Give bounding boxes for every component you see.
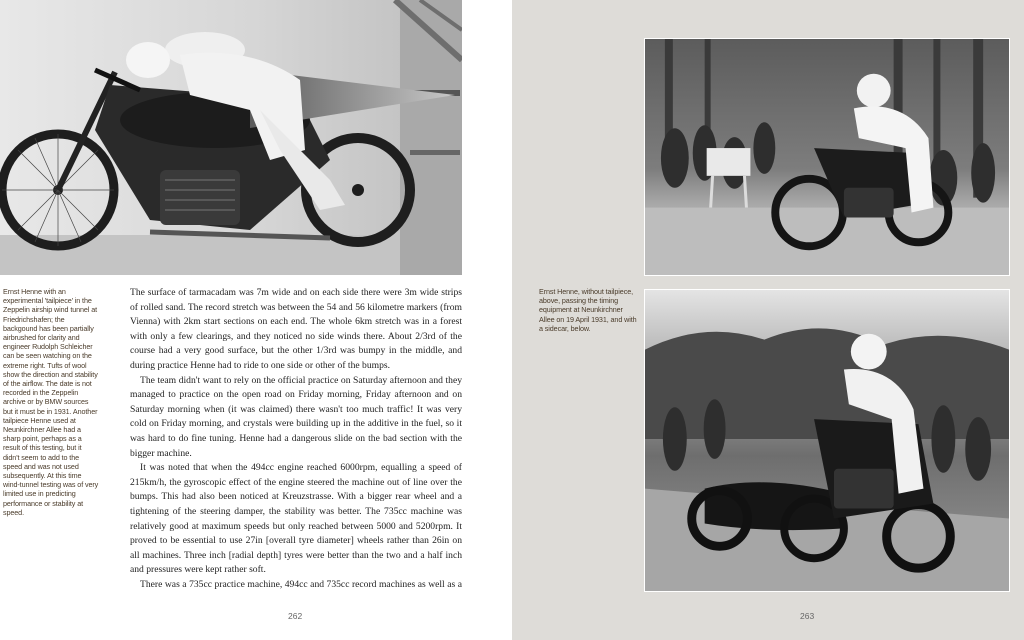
body-paragraph: It was noted that when the 494cc engine reached 6000rpm, equalling a speed of 215km/h, the gyroscopic effect of the engine steered the machine out of line over the bumps. This had also been noticed at Kreuzstrasse. With a bigger rear wheel and a tightening of the steering damper, the stability was better. The 735cc machine was relatively good at maximum speeds but only reached between 5000 and 5200rpm. It proved to be essential to use 27in [overall tyre diameter] wheels rather than 26in on all machines. Three inch [radial depth] tyres were better than the two and a half inch and pressures were kept rather soft. bbox=[130, 462, 462, 576]
timing-equipment-photo-image bbox=[645, 39, 1009, 275]
wind-tunnel-photo-image bbox=[0, 0, 462, 275]
body-text bbox=[130, 286, 462, 593]
timing-equipment-photo bbox=[644, 38, 1010, 276]
body-paragraph: The team didn't want to rely on the official practice on Saturday afternoon and they managed to practice on the open road on Friday morning, Friday afternoon and on Saturday morning when (it was claimed) there wasn't too much traffic! It was very cold on Friday morning, and crystals were building up in the additive in the fuel, so it was hard to do fine tuning. Henne had a dangerous slide on the bad section with the bigger machine. bbox=[130, 374, 462, 459]
timing-photo-caption: Ernst Henne, without tailpiece, above, passing the timing equipment at Neunkirchner Allee on 19 April 1931, and with a sidecar, below. bbox=[539, 287, 637, 333]
body-paragraph: The surface of tarmacadam was 7m wide and on each side there were 3m wide strips of rolled sand. The record stretch was between the 54 and 56 kilometre markers (from Vienna) with 2km start sections on each end. The whole 6km stretch was in a forest with only a few clearings, and they noticed no side winds there. About 2/3rd of the course had a very good surface, but the other 1/3rd was bumpy in the middle, and during practice Henne had to ride to one side or other of the bumps. bbox=[130, 287, 462, 371]
page-number-right: 263 bbox=[800, 611, 815, 621]
wind-tunnel-photo bbox=[0, 0, 462, 275]
sidecar-photo bbox=[644, 289, 1010, 592]
page-number-left: 262 bbox=[288, 611, 303, 621]
body-paragraph: There was a 735cc practice machine, 494cc and 735cc record machines as well as a bbox=[140, 578, 462, 590]
right-page bbox=[512, 0, 1024, 640]
sidecar-photo-image bbox=[645, 290, 1009, 591]
wind-tunnel-caption: Ernst Henne with an experimental 'tailpiece' in the Zeppelin airship wind tunnel at Friedrichshafen; the backgound has been partially airbrushed for clarity and engineer Rudolph Schleicher can be seen watching on the extreme right. Tufts of wool show the direction and stability of the airflow. The date is not recorded in the Zeppelin archive or by BMW sources but it must be in 1931. Another tailpiece Henne used at Neunkirchner Allee had a sharp point, perhaps as a result of this testing, but it didn't seem to add to the speed and was not used subsequently. At this time wind-tunnel testing was of very limited use in predicting performance or stability at speed. bbox=[3, 287, 99, 517]
